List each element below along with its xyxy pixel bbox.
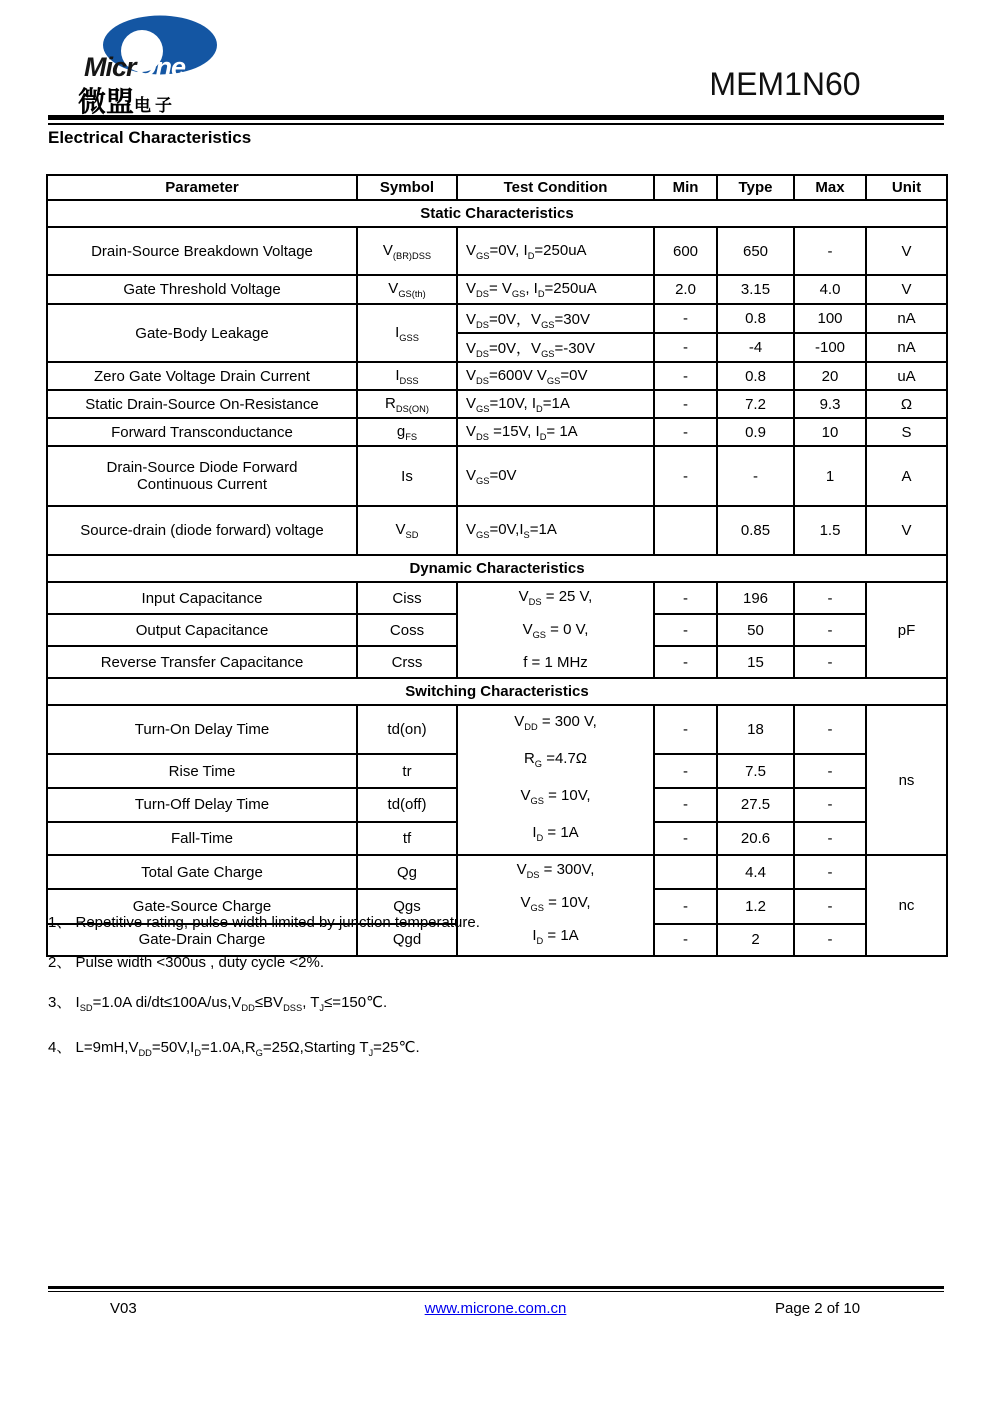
- cell-unit-shared: pF: [866, 582, 947, 678]
- cell-max: -: [794, 788, 866, 821]
- cell-min: -: [654, 924, 717, 956]
- cell-symbol: Coss: [357, 614, 457, 646]
- section-static-label: Static Characteristics: [47, 200, 947, 227]
- cell-max: 4.0: [794, 275, 866, 304]
- cell-max: -: [794, 855, 866, 889]
- cell-symbol: Qg: [357, 855, 457, 889]
- cell-symbol: Is: [357, 446, 457, 506]
- cell-param: Static Drain-Source On-Resistance: [47, 390, 357, 418]
- cell-symbol: td(on): [357, 705, 457, 754]
- table-row-vgsth: [47, 275, 947, 304]
- cell-min: [654, 855, 717, 889]
- cell-min: -: [654, 822, 717, 855]
- cell-cond: $V_{GS}=0V$: [457, 446, 654, 506]
- cell-min: -: [654, 304, 717, 333]
- cell-symbol: $I_{GSS}$: [357, 304, 457, 362]
- brand-chinese: 微盟电子: [78, 86, 177, 117]
- cell-typ: 4.4: [717, 855, 794, 889]
- cell-unit: Ω: [866, 390, 947, 418]
- footer-page-number: Page 2 of 10: [775, 1300, 861, 1317]
- cell-param: Turn-On Delay Time: [47, 705, 357, 754]
- cell-typ: 50: [717, 614, 794, 646]
- cell-param: Turn-Off Delay Time: [47, 788, 357, 821]
- cell-param: Drain-Source Diode Forward Continuous Current: [47, 446, 357, 506]
- cell-min: -: [654, 333, 717, 362]
- cell-typ: 27.5: [717, 788, 794, 821]
- cell-min: -: [654, 705, 717, 754]
- cell-symbol: Crss: [357, 646, 457, 678]
- cell-unit: nA: [866, 304, 947, 333]
- cell-symbol: tf: [357, 822, 457, 855]
- col-test-condition: Test Condition: [457, 175, 654, 200]
- table-row-bvdss: [47, 227, 947, 275]
- cell-typ: 3.15: [717, 275, 794, 304]
- table-row-rdson: [47, 390, 947, 418]
- part-number-title: MEM1N60: [709, 66, 861, 102]
- brand-one: One: [135, 52, 186, 82]
- cell-symbol: Qgd: [357, 924, 457, 956]
- table-row-vsd: [47, 506, 947, 555]
- cell-cond: $V_{GS}=0V,I_S=1A$: [457, 506, 654, 555]
- cell-unit-shared: nc: [866, 855, 947, 956]
- cell-min: -: [654, 754, 717, 789]
- cell-param: Gate Threshold Voltage: [47, 275, 357, 304]
- notes-list: [48, 914, 928, 1084]
- cell-cond-shared: $V_{DS} = 300V$, $V_{GS} = 10V$, $I_D = 1A$: [457, 855, 654, 956]
- table-row-idss: [47, 362, 947, 390]
- cell-param: Rise Time: [47, 754, 357, 789]
- cell-max: -: [794, 924, 866, 956]
- cell-max: 1: [794, 446, 866, 506]
- cell-min: -: [654, 889, 717, 923]
- cell-min: -: [654, 646, 717, 678]
- cell-cond: $V_{DS}=0V$，$V_{GS}=-30V$: [457, 333, 654, 362]
- cell-cond: $V_{DS}=600V$ $V_{GS}=0V$: [457, 362, 654, 390]
- cell-param: Input Capacitance: [47, 582, 357, 614]
- cell-param: Gate-Body Leakage: [47, 304, 357, 362]
- cell-cond-shared: $V_{DS} = 25$ V, $V_{GS} = 0$ V, f = 1 MHz: [457, 582, 654, 678]
- cell-max: -: [794, 822, 866, 855]
- cell-symbol: td(off): [357, 788, 457, 821]
- cell-max: 20: [794, 362, 866, 390]
- cell-symbol: Qgs: [357, 889, 457, 923]
- cell-param: Output Capacitance: [47, 614, 357, 646]
- footer-rule: [48, 1286, 944, 1292]
- cell-max: -100: [794, 333, 866, 362]
- cell-typ: 15: [717, 646, 794, 678]
- cell-param: Gate-Source Charge: [47, 889, 357, 923]
- col-parameter: Parameter: [47, 175, 357, 200]
- cell-typ: 7.2: [717, 390, 794, 418]
- cell-min: 600: [654, 227, 717, 275]
- cell-cond: $V_{DS} =15V$, $I_D= 1A$: [457, 418, 654, 446]
- cell-unit: S: [866, 418, 947, 446]
- cell-cond: $V_{GS}=0V$, $I_D=250uA$: [457, 227, 654, 275]
- cell-max: 1.5: [794, 506, 866, 555]
- electrical-characteristics-table: [46, 174, 948, 957]
- cell-unit: V: [866, 275, 947, 304]
- cell-param: Gate-Drain Charge: [47, 924, 357, 956]
- cell-max: 10: [794, 418, 866, 446]
- cell-min: -: [654, 788, 717, 821]
- brand-wordmark: [84, 52, 185, 83]
- cell-typ: 18: [717, 705, 794, 754]
- cell-typ: 20.6: [717, 822, 794, 855]
- cell-max: 9.3: [794, 390, 866, 418]
- cell-cond: $V_{DS}=0V$，$V_{GS}=30V$: [457, 304, 654, 333]
- cell-symbol: $g_{FS}$: [357, 418, 457, 446]
- cell-symbol: $V_{GS(th)}$: [357, 275, 457, 304]
- brand-micr: Micr: [84, 52, 136, 82]
- cell-unit: A: [866, 446, 947, 506]
- col-type: Type: [717, 175, 794, 200]
- section-dynamic-label: Dynamic Characteristics: [47, 555, 947, 582]
- table-row-ciss: [47, 582, 947, 614]
- table-row-tdon: [47, 705, 947, 754]
- cell-typ: 196: [717, 582, 794, 614]
- table-row-is: [47, 446, 947, 506]
- section-switching-label: Switching Characteristics: [47, 678, 947, 705]
- cell-typ: 2: [717, 924, 794, 956]
- cell-min: 2.0: [654, 275, 717, 304]
- cell-typ: 0.8: [717, 304, 794, 333]
- cell-param: Zero Gate Voltage Drain Current: [47, 362, 357, 390]
- section-dynamic: [47, 555, 947, 582]
- cell-unit: nA: [866, 333, 947, 362]
- cell-unit: V: [866, 506, 947, 555]
- cell-max: -: [794, 582, 866, 614]
- cell-symbol: $I_{DSS}$: [357, 362, 457, 390]
- table-header-row: [47, 175, 947, 200]
- cell-max: -: [794, 889, 866, 923]
- table-row-gfs: [47, 418, 947, 446]
- cell-unit-shared: ns: [866, 705, 947, 855]
- section-static: [47, 200, 947, 227]
- cell-typ: 7.5: [717, 754, 794, 789]
- col-symbol: Symbol: [357, 175, 457, 200]
- cell-typ: 0.85: [717, 506, 794, 555]
- cell-min: -: [654, 390, 717, 418]
- cell-max: -: [794, 646, 866, 678]
- page-title: Electrical Characteristics: [48, 128, 252, 147]
- cell-max: -: [794, 754, 866, 789]
- cell-max: -: [794, 227, 866, 275]
- cell-min: -: [654, 446, 717, 506]
- cell-unit: uA: [866, 362, 947, 390]
- cell-param: Source-drain (diode forward) voltage: [47, 506, 357, 555]
- cell-cond: $V_{DS}= V_{GS}$, $I_D=250uA$: [457, 275, 654, 304]
- microne-logo: [76, 10, 226, 117]
- cell-min: -: [654, 582, 717, 614]
- cell-symbol: $V_{SD}$: [357, 506, 457, 555]
- col-max: Max: [794, 175, 866, 200]
- cell-cond-shared: $V_{DD} = 300$ V, $R_G =4.7\Omega$ $V_{GS} = 10V$, $I_D = 1A$: [457, 705, 654, 855]
- cell-typ: 650: [717, 227, 794, 275]
- cell-param: Total Gate Charge: [47, 855, 357, 889]
- cell-typ: -: [717, 446, 794, 506]
- note-3: 3、 $I_{SD}=1.0A$ $di/dt\le 100A/us,V_{DD}\le BV_{DSS}$, $T_J\le=150℃$.: [48, 994, 388, 1013]
- cell-min: -: [654, 418, 717, 446]
- note-1: 1、 Repetitive rating, pulse width limited by junction temperature.: [48, 914, 480, 931]
- cell-param: Reverse Transfer Capacitance: [47, 646, 357, 678]
- cell-max: -: [794, 614, 866, 646]
- cell-min: -: [654, 362, 717, 390]
- footer-version: V03: [110, 1300, 137, 1317]
- section-switching: [47, 678, 947, 705]
- cell-min: -: [654, 614, 717, 646]
- cell-typ: 0.9: [717, 418, 794, 446]
- cell-typ: 0.8: [717, 362, 794, 390]
- cell-param: Drain-Source Breakdown Voltage: [47, 227, 357, 275]
- col-unit: Unit: [866, 175, 947, 200]
- cell-cond: $V_{GS}=10V$, $I_D=1A$: [457, 390, 654, 418]
- cell-max: -: [794, 705, 866, 754]
- table-row-qg: [47, 855, 947, 889]
- footer-link[interactable]: www.microne.com.cn: [424, 1300, 567, 1317]
- cell-unit: V: [866, 227, 947, 275]
- cell-symbol: tr: [357, 754, 457, 789]
- cell-symbol: Ciss: [357, 582, 457, 614]
- cell-param: Fall-Time: [47, 822, 357, 855]
- note-2: 2、 Pulse width <300us , duty cycle <2%.: [48, 954, 324, 971]
- table-row-leak1: [47, 304, 947, 333]
- note-4: 4、 $L=9mH,V_{DD}=50V,I_D=1.0A,R_G=25\Omega,Starting$ $T_J=25℃$.: [48, 1039, 420, 1058]
- cell-min: [654, 506, 717, 555]
- cell-typ: 1.2: [717, 889, 794, 923]
- cell-symbol: $R_{DS(ON)}$: [357, 390, 457, 418]
- header-rule: [48, 115, 944, 125]
- col-min: Min: [654, 175, 717, 200]
- cell-param: Forward Transconductance: [47, 418, 357, 446]
- cell-typ: -4: [717, 333, 794, 362]
- cell-max: 100: [794, 304, 866, 333]
- cell-symbol: $V_{(BR)DSS}$: [357, 227, 457, 275]
